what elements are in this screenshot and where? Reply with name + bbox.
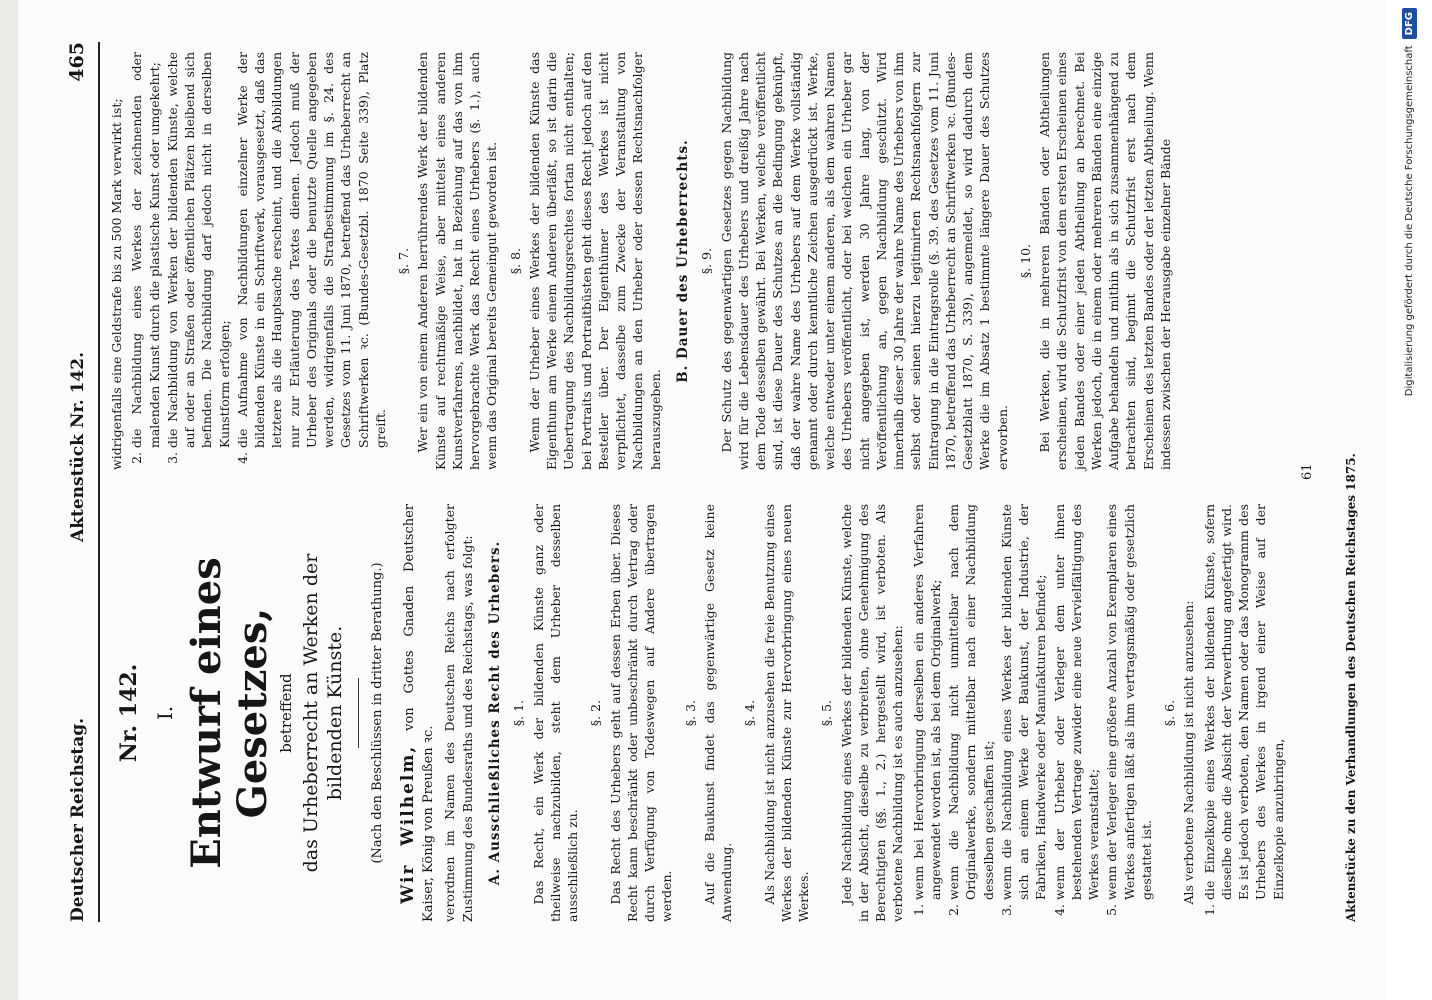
list-item: 1. wenn bei Hervorbringung derselben ein anderes Verfahren angewendet worden ist, als bei dem Originalwerk; [910,504,945,900]
paragraph-number: §. 8. [507,247,523,275]
paragraph-number: §. 6. [1162,699,1178,727]
paragraph-number: §. 10. [1017,243,1033,279]
list-item: 5. wenn der Verleger eine größere Anzahl von Exemplaren eines Werkes anfertigen läßt als ihm vertragsmäßig oder gesetzlich gestattet ist. [1103,504,1155,900]
dfg-credit [1398,8,1420,992]
paragraph-text: Wer ein von einem Anderen herrührendes Werk der bildenden Künste auf rechtmäßige Weise, aber mittelst eines anderen Kunstverfahrens, nachbildet, hat in Beziehung auf das von ihm hervorgebrachte Werk das Recht eines Urhebers (§. 1.), auch wenn das Original bereits Gemeingut geworden ist. [415,52,500,470]
paragraph-6-list-continued [128,52,389,470]
paragraph-text: Das Recht des Urhebers geht auf dessen Erben über. Dieses Recht kann beschränkt oder unbeschränkt durch Vertrag oder durch Verfügung von Todeswegen auf Andere übertragen werden. [607,504,675,922]
paragraph-text: Bei Werken, die in mehreren Bänden oder Abtheilungen erscheinen, wird die Schutzfrist von dem ersten Erscheinen eines jeden Bandes oder einer jeden Abtheilung an berechnet. Bei Werken jedoch, die in einem oder mehreren Bänden eine einzige Aufgabe behandeln und mithin als in sich zusammenhängend zu betrachten sind, beginnt die Schutzfrist erst nach dem Erscheinen des letzten Bandes oder der letzten Abtheilung. Wenn indessen zwischen der Herausgabe einzelner Bände [1037,52,1173,470]
section-b-heading: B. Dauer des Urheberrechts. [674,139,691,383]
paragraph-6-list [1201,504,1287,922]
list-item: 3. wenn die Nachbildung eines Werkes der bildenden Künste sich an einem Werke der Baukunst, der Industrie, der Fabriken, Handwerke oder Manufakturen befindet; [998,504,1050,900]
paragraph-text: Wenn der Urheber eines Werkes der bildenden Künste das Eigenthum am Werke einem Anderen überläßt, so ist darin die Uebertragung des Nachbildungsrechtes fortan nicht enthalten; bei Portraits und Portraitbüsten geht dieses Recht jedoch auf den Besteller über. Der Eigenthümer des Werkes ist nicht verpflichtet, dasselbe zum Zwecke der Veranstaltung von Nachbildungen an den Urheber oder dessen Rechtsnachfolger herauszugeben. [526,52,663,470]
paragraph-text: Als Nachbildung ist nicht anzusehen die freie Benutzung eines Werkes der bildenden Künste zur Hervorbringung eines neuen Werkes. [761,504,812,922]
header-left: Deutscher Reichstag. [68,717,88,922]
paragraph-text: Auf die Baukunst findet das gegenwärtige Gesetz keine Anwendung. [701,504,735,922]
list-item: 4. die Aufnahme von Nachbildungen einzelner Werke der bildenden Künste in ein Schriftwerk, vorausgesetzt, daß das letztere als die Hauptsache erscheint, und die Abbildungen nur zur Erläuterung des Textes dienen. Jedoch muß der Urheber des Originals oder die benutzte Quelle angegeben werden, widrigenfalls die Strafbestimmung im §. 24. des Gesetzes vom 11. Juni 1870, betreffend das Urheberrecht an Schriftwerken ꝛc. (Bundes-Gesetzbl. 1870 Seite 339), Platz greift. [234,52,389,448]
roman-numeral: I. [153,705,178,721]
list-item: 2. wenn die Nachbildung nicht unmittelbar nach dem Originalwerke, sondern mittelbar nach einer Nachbildung desselben geschaffen ist; [945,504,997,900]
preamble-verordnen: verordnen im Namen des Deutschen Reichs nach erfolgter Zustimmung des Bundesraths und des Reichstags, was folgt: [442,504,475,922]
paragraph-text: Das Recht, ein Werk der bildenden Künste ganz oder theilweise nachzubilden, steht dem Urheber desselben ausschließlich zu. [530,504,581,922]
title-betreffend: betreffend [276,673,295,753]
title-block [114,504,387,922]
left-column [108,504,1290,922]
paragraph-number: §. 3. [682,699,698,727]
paragraph-text: Als verbotene Nachbildung ist nicht anzusehen: [1181,600,1197,905]
paragraph-number: §. 2. [588,699,604,727]
page-number: 465 [66,42,88,82]
title-subject: das Urheberrecht an Werken der bildenden Künste. [299,553,347,873]
paragraph-number: §. 5. [819,699,835,727]
dfg-logo-icon: DFG [1402,8,1417,39]
list-item: 3. die Nachbildung von Werken der bildenden Künste, welche auf oder an Straßen oder öffentlichen Plätzen bleibend sich befinden. Die Nachbildung darf jedoch nicht in derselben Kunstform erfolgen; [164,52,233,448]
list-item: 2. die Nachbildung eines Werkes der zeichnenden oder malenden Kunst durch die plastische Kunst oder umgekehrt; [128,52,163,448]
paragraph-number: §. 1. [511,699,527,727]
document-title: Entwurf eines Gesetzes, [182,557,276,869]
preamble-wir [397,504,438,922]
scan-edge [0,0,18,1000]
header-center: Aktenstück Nr. 142. [68,351,88,542]
dfg-credit-text: Digitalisierung gefördert durch die Deutsche Forschungsgemeinschaft [1403,45,1415,397]
paragraph-text: Der Schutz des gegenwärtigen Gesetzes gegen Nachbildung wird für die Lebensdauer des Urhebers und dreißig Jahre nach dem Tode desselben gewährt. Bei Werken, welche veröffentlicht sind, ist diese Dauer des Schutzes an die Bedingung geknüpft, daß der wahre Name des Urhebers auf dem Werke vollständig genannt oder durch kenntliche Zeichen ausgedrückt ist. Werke, welche entweder unter einem anderen, als dem wahren Namen des Urhebers veröffentlicht, oder bei welchen ein Urheber gar nicht angegeben ist, werden 30 Jahre lang, von der Veröffentlichung an, gegen Nachbildung geschützt. Wird innerhalb dieser 30 Jahre der wahre Name des Urhebers von ihm selbst oder seinen hierzu legitimirten Rechtsnachfolgern zur Eintragung in die Eintragsrolle (§. 39. des Gesetzes vom 11. Juni 1870, betreffend das Urheberrecht an Schriftwerken ꝛc. (Bundes-Gesetzblatt 1870, S. 339), angemeldet, so wird dadurch dem Werke die im Absatz 1 bestimmte längere Dauer des Schutzes erworben. [718,52,1010,470]
section-a-heading: A. Ausschließliches Recht des Urhebers. [486,540,503,886]
list-item: 4. wenn der Urheber oder Verleger dem unter ihnen bestehenden Vertrage zuwider eine neue Vervielfältigung des Werkes veranstaltet; [1051,504,1103,900]
paragraph-number: §. 4. [742,699,758,727]
paragraph-number: §. 7. [396,247,411,275]
continued-text: widrigenfalls eine Geldstrafe bis zu 500 Mark verwirkt ist; [109,98,124,470]
title-note: (Nach den Beschlüssen in dritter Berathung.) [370,562,386,864]
paragraph-number: §. 9. [699,247,715,275]
paragraph-5-list [910,504,1156,922]
page-footer: Aktenstücke zu den Verhandlungen des Deutschen Reichstages 1875. [1344,453,1358,922]
paragraph-text: Jede Nachbildung eines Werkes der bildenden Künste, welche in der Absicht, dieselbe zu verbreiten, ohne Genehmigung des Berechtigten (§§. 1., 2.) hergestellt wird, ist verboten. Als verbotene Nachbildung ist es auch anzusehen: [838,504,906,922]
title-rule [358,678,359,748]
page-header [62,42,100,922]
preamble-name: Wir Wilhelm, [397,744,418,904]
document-number: Nr. 142. [116,663,142,763]
signature-mark: 61 [1300,463,1315,480]
preamble-title: von Gottes Gnaden Deutscher Kaiser, König von Preußen ꝛc. [401,503,437,922]
right-column [108,52,1177,470]
list-item: 1. die Einzelkopie eines Werkes der bildenden Künste, sofern dieselbe ohne die Absicht der Verwerthung angefertigt wird. Es ist jedoch verboten, den Namen oder das Monogramm des Urhebers des Werkes in irgend einer Weise auf der Einzelkopie anzubringen, [1201,504,1287,900]
